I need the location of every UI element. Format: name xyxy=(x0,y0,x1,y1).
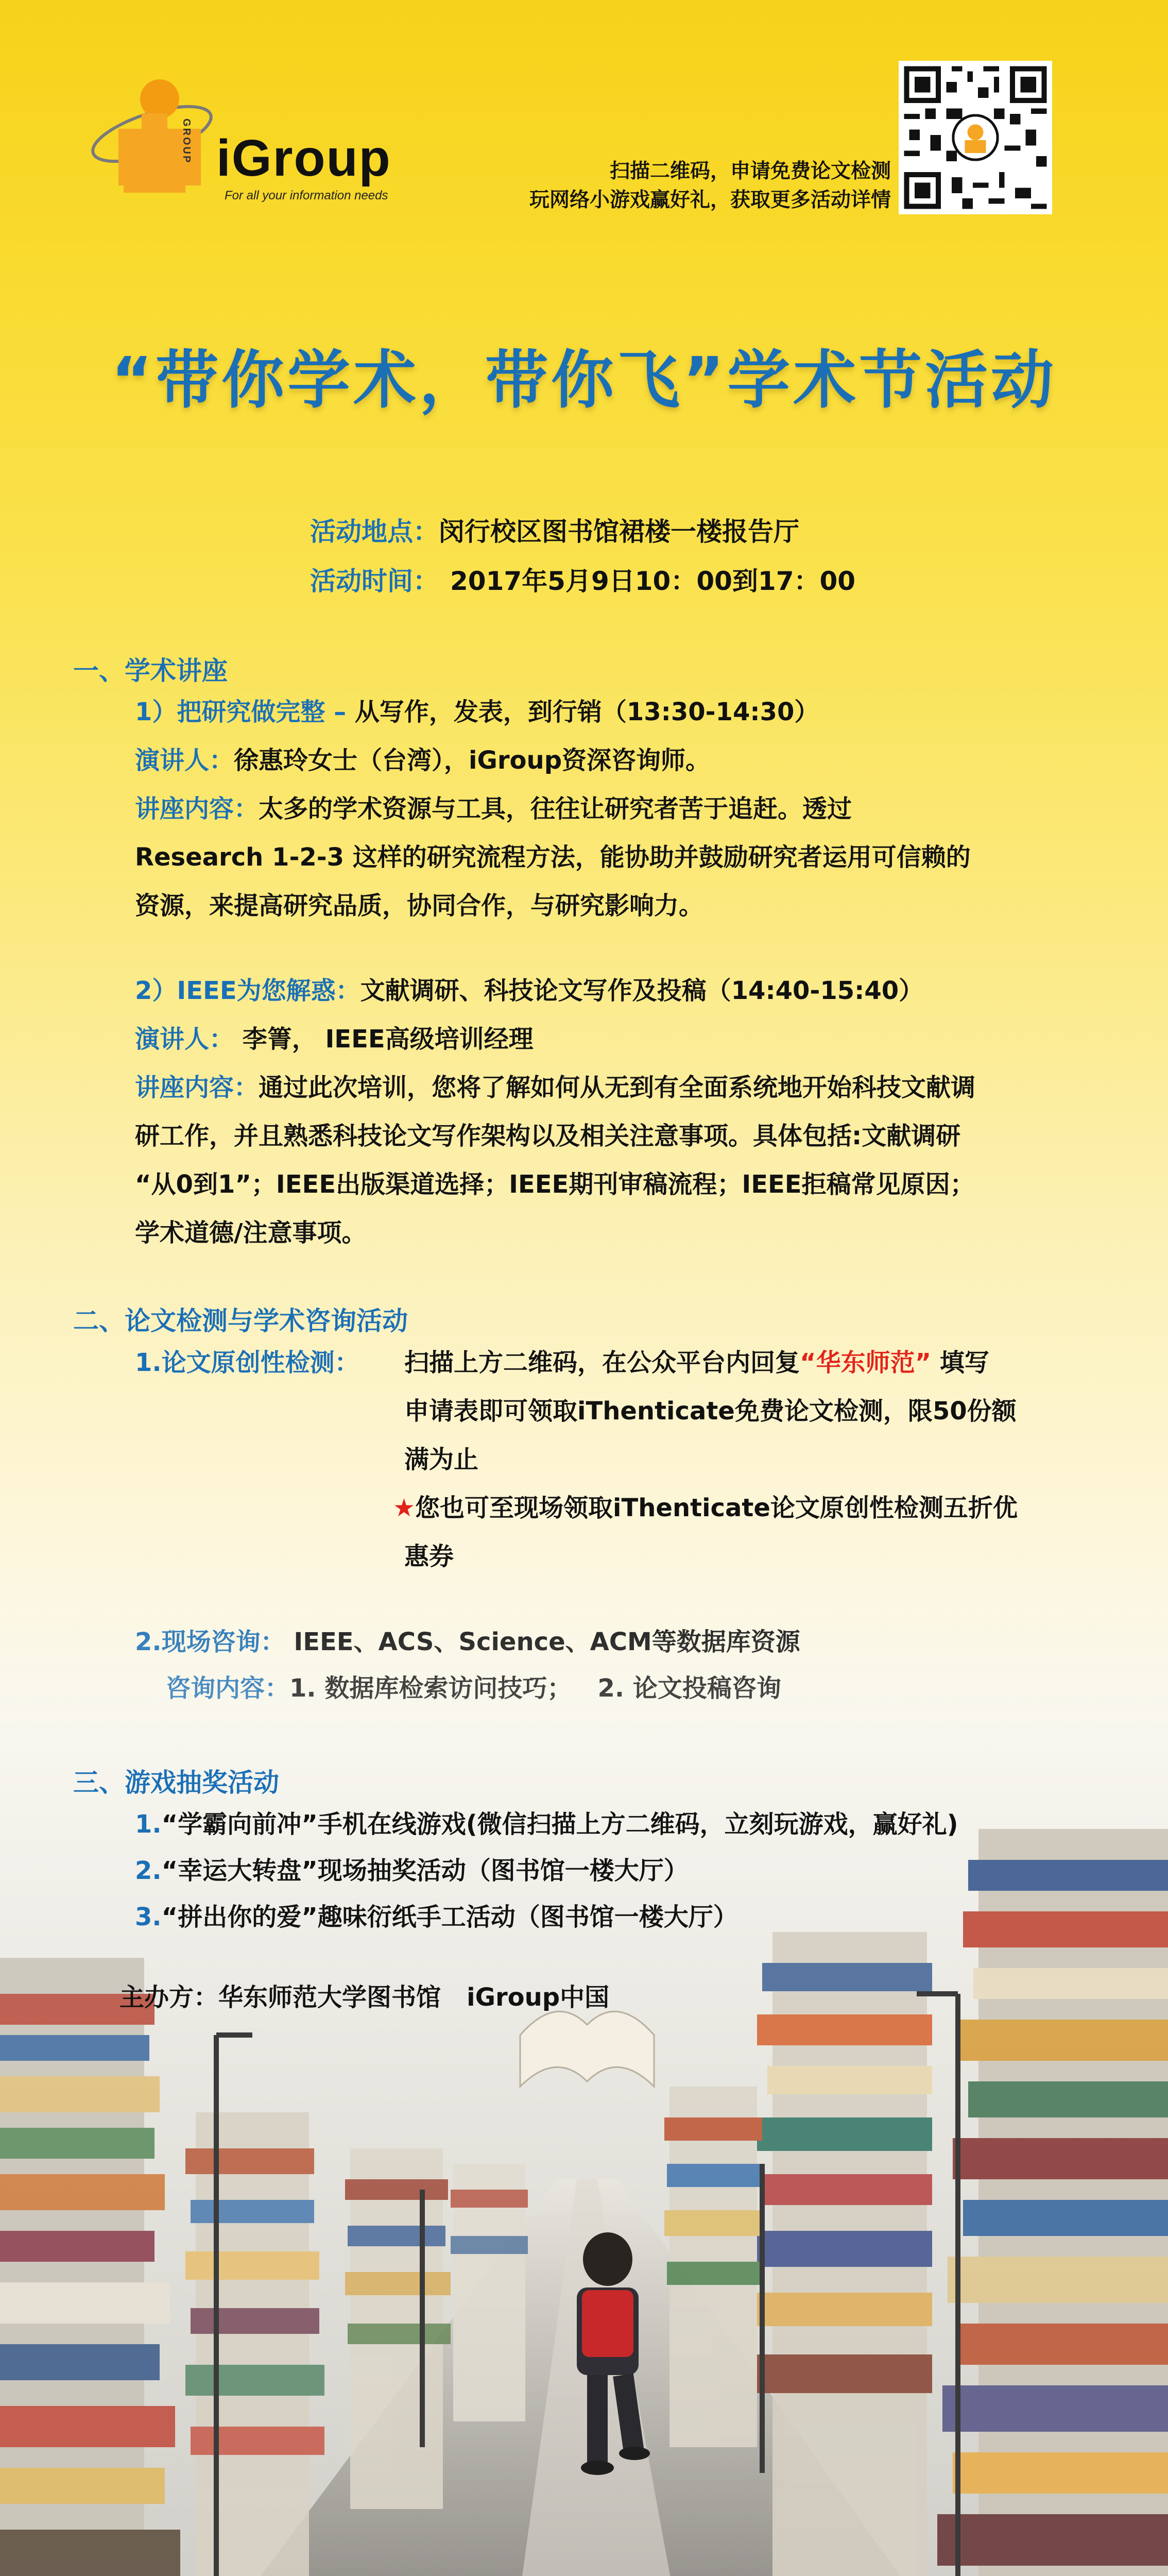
list-item-number: 2. xyxy=(135,1856,162,1885)
location-label: 活动地点： xyxy=(310,517,439,547)
scan-line-1: 扫描二维码，申请免费论文检测 xyxy=(609,160,891,183)
time-value: 2017年5月9日10：00到17：00 xyxy=(450,566,856,596)
lecture-2-content-line: “从0到1”；IEEE出版渠道选择；IEEE期刊审稿流程；IEEE拒稿常见原因； xyxy=(135,1170,975,1199)
scan-instructions xyxy=(529,157,891,215)
detection-line: 申请表即可领取iThenticate免费论文检测，限50份额 xyxy=(404,1397,1017,1426)
detection-details xyxy=(393,1338,1136,1581)
list-item xyxy=(135,1894,958,1940)
scan-line-2: 玩网络小游戏赢好礼，获取更多活动详情 xyxy=(529,189,891,212)
detection-line: 满为止 xyxy=(404,1445,479,1474)
list-item-text: “拼出你的爱”趣味衍纸手工活动（图书馆一楼大厅） xyxy=(161,1903,738,1931)
location-line xyxy=(310,511,799,548)
list-item-text: “学霸向前冲”手机在线游戏(微信扫描上方二维码，立刻玩游戏，赢好礼) xyxy=(161,1810,958,1839)
speaker-label: 演讲人： xyxy=(135,1025,234,1054)
detection-line xyxy=(404,1338,1136,1387)
content-label: 讲座内容： xyxy=(135,1073,259,1102)
lecture-2-content-line: 研工作，并且熟悉科技论文写作架构以及相关注意事项。具体包括:文献调研 xyxy=(135,1122,961,1150)
lecture-1-content-line: Research 1-2-3 这样的研究流程方法，能协助并鼓励研究者运用可信赖的 xyxy=(135,843,971,872)
lecture-1-speaker xyxy=(135,736,1113,785)
lecture-1-content-line: 太多的学术资源与工具，往往让研究者苦于追赶。透过 xyxy=(259,794,852,823)
detection-line-text: 您也可至现场领取iThenticate论文原创性检测五折优 xyxy=(415,1494,1018,1522)
lecture-2-speaker xyxy=(135,1015,1113,1063)
logo-vertical-text: GROUP xyxy=(181,118,192,164)
list-item xyxy=(135,1801,958,1848)
qr-code-icon[interactable] xyxy=(899,61,1052,214)
event-title: “带你学术，带你飞”学术节活动 xyxy=(111,344,1057,417)
logo-wordmark: iGroup xyxy=(216,129,391,187)
list-item xyxy=(135,1848,958,1894)
detection-line: 惠券 xyxy=(404,1542,454,1571)
detection-line xyxy=(393,1484,1136,1532)
detection-label: 1.论文原创性检测： xyxy=(135,1348,359,1377)
lecture-1-content xyxy=(135,785,1113,833)
lecture-1-title xyxy=(135,688,1113,736)
section-heading-games: 三、游戏抽奖活动 xyxy=(73,1768,279,1798)
detection-line-text: 填写 xyxy=(939,1348,989,1377)
lecture-1-title-label: 1）把研究做完整 – xyxy=(135,698,347,726)
lecture-2-content-line: 通过此次培训，您将了解如何从无到有全面系统地开始科技文献调 xyxy=(259,1073,976,1102)
section-heading-detection: 二、论文检测与学术咨询活动 xyxy=(73,1306,408,1336)
highlight-keyword: “华东师范” xyxy=(800,1348,932,1377)
lecture-2-title-label: 2）IEEE为您解惑： xyxy=(135,976,360,1005)
list-item-number: 1. xyxy=(135,1810,162,1839)
lecture-1-speaker-value: 徐惠玲女士（台湾），iGroup资深咨询师。 xyxy=(234,746,711,775)
time-label: 活动时间： xyxy=(310,566,439,596)
lecture-2 xyxy=(135,967,1113,1257)
lecture-1-content-line: 资源，来提高研究品质，协同合作，与研究影响力。 xyxy=(135,891,704,920)
games-list xyxy=(135,1801,958,1940)
detection-line-text: 扫描上方二维码，在公众平台内回复 xyxy=(404,1348,800,1377)
books-road-illustration xyxy=(0,1571,1168,2576)
section-heading-lectures: 一、学术讲座 xyxy=(73,656,228,686)
list-item-text: “幸运大转盘”现场抽奖活动（图书馆一楼大厅） xyxy=(161,1856,689,1885)
organizer: 主办方：华东师范大学图书馆 iGroup中国 xyxy=(119,1983,610,2012)
lecture-2-title-rest: 文献调研、科技论文写作及投稿（14:40-15:40） xyxy=(360,976,924,1005)
lecture-2-content xyxy=(135,1063,1113,1112)
lecture-1 xyxy=(135,688,1113,930)
logo-tagline: For all your information needs xyxy=(225,189,388,202)
content-label: 讲座内容： xyxy=(135,794,259,823)
lecture-2-content-line: 学术道德/注意事项。 xyxy=(135,1218,367,1247)
star-icon: ★ xyxy=(393,1494,416,1522)
speaker-label: 演讲人： xyxy=(135,746,234,775)
time-line xyxy=(310,561,855,598)
lecture-2-speaker-value: 李箐， IEEE高级培训经理 xyxy=(242,1025,534,1054)
lecture-2-title xyxy=(135,967,1113,1015)
location-value: 闵行校区图书馆裙楼一楼报告厅 xyxy=(439,517,799,547)
lecture-1-title-rest: 从写作，发表，到行销（13:30-14:30） xyxy=(354,698,819,726)
list-item-number: 3. xyxy=(135,1903,162,1931)
